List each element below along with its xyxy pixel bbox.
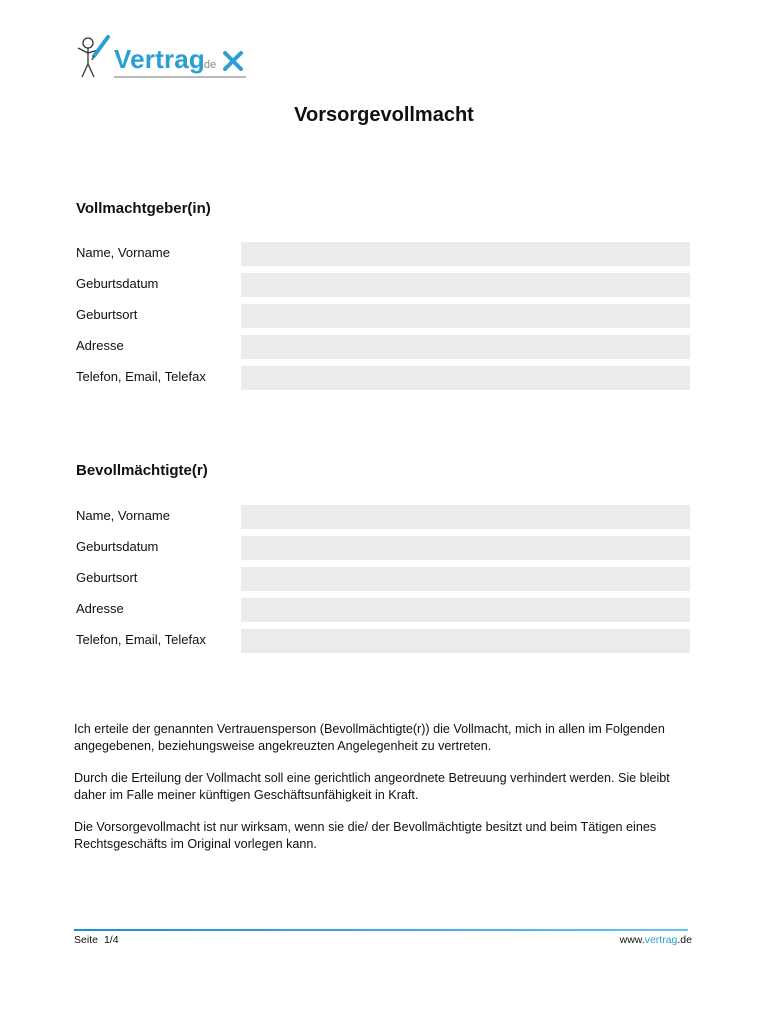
document-title: Vorsorgevollmacht <box>294 104 474 126</box>
logo-tld: de <box>204 59 217 71</box>
form-row-address <box>76 335 690 359</box>
page-number: 1/4 <box>103 934 119 946</box>
field-label: Adresse <box>76 338 124 353</box>
site-suffix: .de <box>677 934 692 946</box>
field-label: Geburtsort <box>76 570 138 585</box>
site-prefix: www. <box>619 934 645 946</box>
form-row-birthplace <box>76 304 690 328</box>
site-brand: vertrag <box>644 934 678 946</box>
birthplace-field[interactable] <box>241 304 690 328</box>
name-field[interactable] <box>241 242 690 266</box>
section-title-vollmachtgeber: Vollmachtgeber(in) <box>76 200 211 217</box>
contact-field[interactable] <box>241 366 690 390</box>
field-label: Telefon, Email, Telefax <box>76 369 206 384</box>
form-row-birthdate <box>76 273 690 297</box>
field-label: Name, Vorname <box>76 245 170 260</box>
form-row-birthplace <box>76 567 690 591</box>
form-row-birthdate <box>76 536 690 560</box>
name-field[interactable] <box>241 505 690 529</box>
birthplace-field[interactable] <box>241 567 690 591</box>
footer-divider <box>74 929 688 931</box>
field-label: Adresse <box>76 601 124 616</box>
website-link[interactable] <box>620 934 692 946</box>
form-row-contact <box>76 629 690 653</box>
page-label: Seite <box>74 934 98 946</box>
form-row-address <box>76 598 690 622</box>
logo-wordmark: Vertrag <box>114 44 206 74</box>
form-row-name <box>76 505 690 529</box>
field-label: Geburtsdatum <box>76 539 159 554</box>
form-row-name <box>76 242 690 266</box>
address-field[interactable] <box>241 335 690 359</box>
address-field[interactable] <box>241 598 690 622</box>
body-paragraph: Durch die Erteilung der Vollmacht soll eine gerichtlich angeordnete Betreuung verhindert werden. Sie bleibt daher im Falle meiner künftigen Geschäftsunfähigkeit in Kraft. <box>74 771 670 802</box>
page-indicator <box>74 934 119 946</box>
section-title-bevollmaechtigte: Bevollmächtigte(r) <box>76 462 208 479</box>
pencil-figure-icon <box>72 34 112 80</box>
birthdate-field[interactable] <box>241 536 690 560</box>
x-mark-icon <box>222 51 244 71</box>
body-paragraph: Die Vorsorgevollmacht ist nur wirksam, wenn sie die/ der Bevollmächtigte besitzt und beim Tätigen eines Rechtsgeschäfts im Original vorlegen kann. <box>74 820 657 851</box>
birthdate-field[interactable] <box>241 273 690 297</box>
field-label: Name, Vorname <box>76 508 170 523</box>
body-paragraph: Ich erteile der genannten Vertrauensperson (Bevollmächtigte(r)) die Vollmacht, mich in allen im Folgenden angegebenen, beziehungsweise angekreuzten Angelegenheit zu vertreten. <box>74 722 665 753</box>
form-row-contact <box>76 366 690 390</box>
field-label: Geburtsdatum <box>76 276 159 291</box>
logo-underline <box>114 76 246 78</box>
contact-field[interactable] <box>241 629 690 653</box>
field-label: Geburtsort <box>76 307 138 322</box>
field-label: Telefon, Email, Telefax <box>76 632 206 647</box>
vertrag-logo <box>72 34 252 80</box>
